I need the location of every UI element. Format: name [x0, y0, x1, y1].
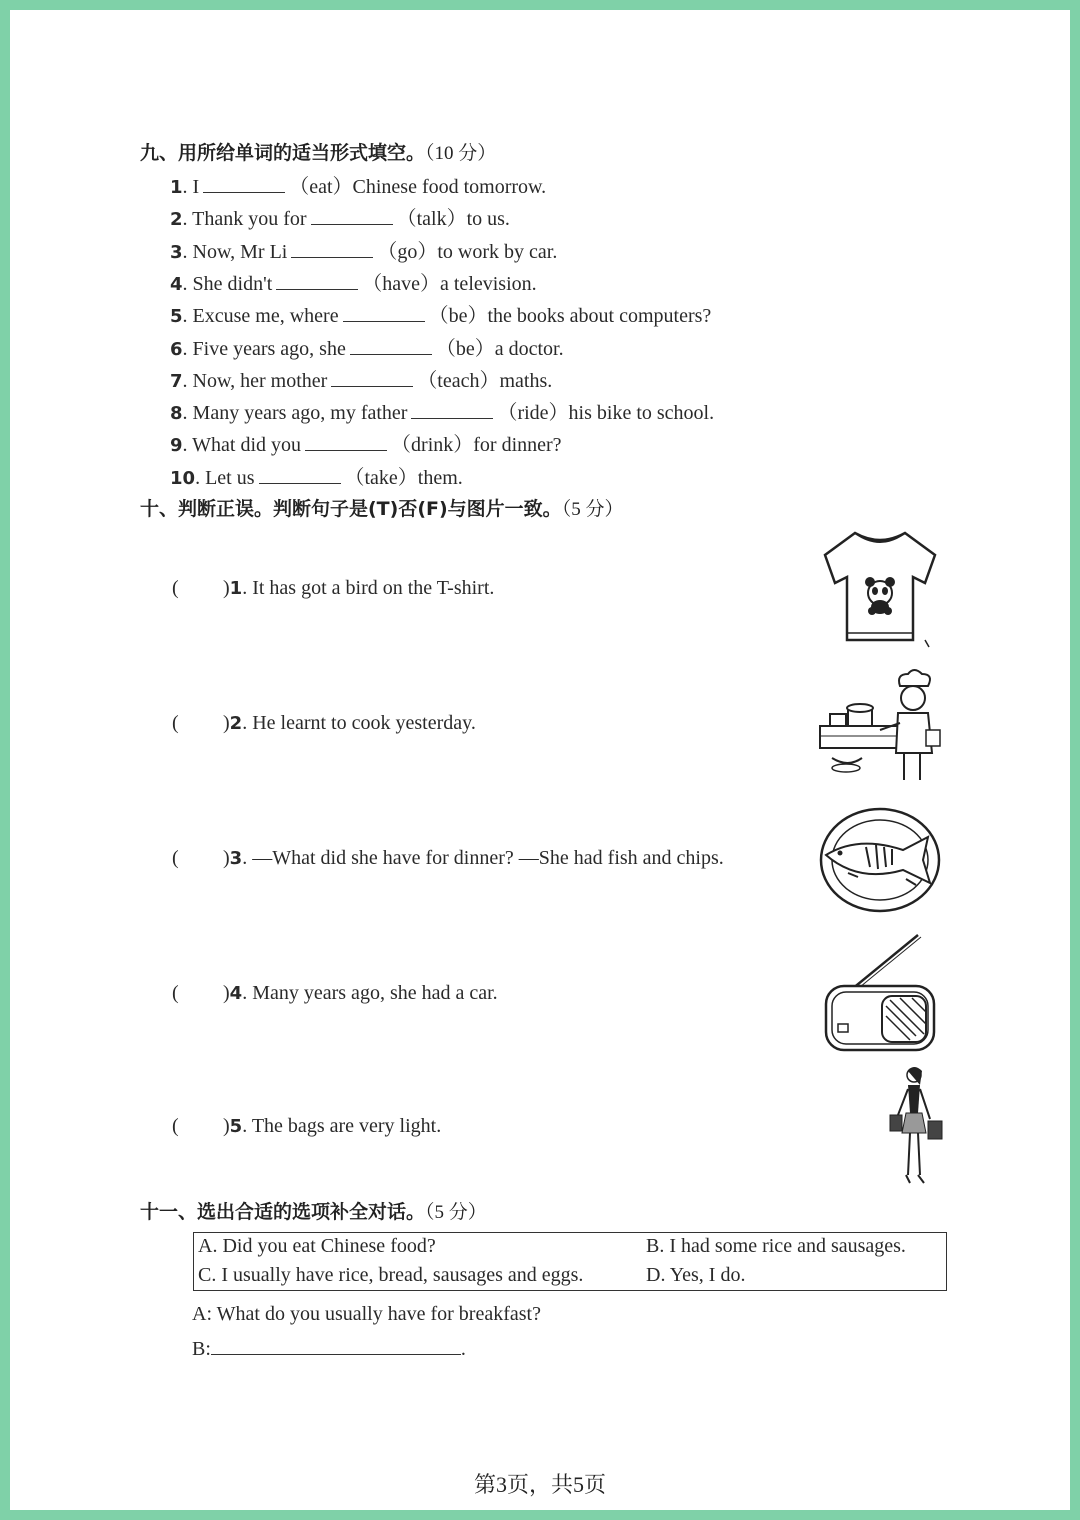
answer-end: . — [460, 1338, 466, 1360]
s9-question-text-before: . Let us — [195, 466, 255, 489]
s9-answer-blank[interactable] — [203, 174, 285, 193]
s9-question-text-before: . Five years ago, she — [182, 337, 346, 360]
s9-question-2 — [170, 202, 510, 231]
dialog-answer-line — [192, 1336, 466, 1361]
s9-answer-blank[interactable] — [331, 368, 413, 387]
s10-question-number: 3 — [229, 848, 243, 869]
s9-question-number: 4 — [170, 273, 183, 295]
s10-paren-close: ) — [223, 1115, 230, 1137]
answer-blank[interactable] — [211, 1336, 461, 1355]
s10-paren-close: ) — [223, 577, 230, 599]
s9-question-text-before: . What did you — [182, 434, 302, 457]
radio-image — [818, 932, 943, 1057]
s9-question-1 — [170, 170, 546, 199]
option-a: A. Did you eat Chinese food? — [198, 1235, 436, 1257]
s9-answer-blank[interactable] — [343, 303, 425, 322]
option-c: C. I usually have rice, bread, sausages and eggs. — [198, 1264, 584, 1286]
s9-answer-blank[interactable] — [259, 465, 341, 484]
s9-answer-blank[interactable] — [291, 239, 373, 258]
s10-question-text: . —What did she have for dinner? —She had fish and chips. — [242, 847, 724, 869]
s10-question-1 — [223, 577, 494, 600]
s9-question-3 — [170, 235, 557, 264]
s10-answer-paren[interactable]: ( — [172, 712, 179, 734]
s10-question-4 — [223, 982, 498, 1005]
s10-question-3 — [223, 847, 724, 870]
s9-question-text-after: （talk）to us. — [396, 208, 510, 231]
s9-question-number: 9 — [170, 435, 183, 457]
options-box — [193, 1232, 947, 1291]
s10-paren-close: ) — [223, 847, 230, 869]
s10-question-number: 1 — [229, 578, 243, 599]
s10-question-text: . He learnt to cook yesterday. — [242, 712, 476, 734]
s9-question-7 — [170, 364, 552, 393]
s9-question-text-before: . Thank you for — [182, 208, 307, 231]
s9-question-text-before: . Many years ago, my father — [182, 402, 408, 425]
section10-title — [140, 494, 623, 521]
s9-answer-blank[interactable] — [411, 400, 493, 419]
s9-answer-blank[interactable] — [350, 336, 432, 355]
dialog-question: A: What do you usually have for breakfast? — [192, 1303, 541, 1325]
section10-title-text: 十、判断正误。判断句子是(T)否(F)与图片一致。 — [140, 498, 562, 520]
s9-question-text-before: . Now, her mother — [182, 369, 328, 392]
section9-score: （10 分） — [425, 143, 497, 164]
option-d: D. Yes, I do. — [646, 1264, 746, 1286]
section9-title-text: 九、用所给单词的适当形式填空。 — [140, 142, 426, 164]
s10-question-text: . Many years ago, she had a car. — [242, 982, 498, 1004]
s9-answer-blank[interactable] — [305, 432, 387, 451]
s10-answer-paren[interactable]: ( — [172, 577, 179, 599]
s9-question-text-after: （be）a doctor. — [435, 337, 564, 360]
section11-score: （5 分） — [425, 1202, 487, 1223]
s10-question-number: 4 — [229, 983, 243, 1004]
section11-title — [140, 1197, 487, 1224]
s9-question-text-after: （eat）Chinese food tomorrow. — [289, 176, 547, 198]
s9-question-number: 10 — [170, 467, 196, 489]
s10-paren-close: ) — [223, 982, 230, 1004]
section10-score: （5 分） — [561, 499, 624, 520]
s10-question-text: . The bags are very light. — [242, 1115, 442, 1137]
s9-question-number: 3 — [170, 241, 183, 263]
woman-shopping-bags-image — [878, 1065, 948, 1190]
s9-question-text-after: （drink）for dinner? — [391, 434, 562, 457]
s9-question-text-after: （take）them. — [344, 466, 463, 489]
s10-question-number: 5 — [229, 1116, 243, 1137]
s9-question-text-after: （ride）his bike to school. — [497, 402, 715, 425]
s10-paren-close: ) — [223, 712, 230, 734]
s10-question-number: 2 — [229, 713, 243, 734]
s10-answer-paren[interactable]: ( — [172, 982, 179, 1004]
s10-answer-paren[interactable]: ( — [172, 1115, 179, 1137]
s9-question-4 — [170, 267, 537, 296]
s10-answer-paren[interactable]: ( — [172, 847, 179, 869]
option-b: B. I had some rice and sausages. — [646, 1235, 906, 1257]
s9-question-text-before: . She didn't — [182, 272, 273, 295]
answer-label: B: — [192, 1338, 211, 1360]
s9-question-number: 5 — [170, 306, 183, 328]
s9-question-9 — [170, 428, 562, 457]
s9-question-10 — [170, 461, 463, 490]
s10-question-5 — [223, 1115, 441, 1138]
s9-question-5 — [170, 299, 711, 328]
s9-question-8 — [170, 396, 714, 425]
s9-answer-blank[interactable] — [276, 271, 358, 290]
section9-title — [140, 138, 496, 165]
s10-question-text: . It has got a bird on the T-shirt. — [242, 577, 495, 599]
s10-question-2 — [223, 712, 476, 735]
s9-question-text-after: （go）to work by car. — [377, 240, 558, 263]
boy-cooking-image — [818, 668, 943, 783]
s9-question-text-before: . Now, Mr Li — [182, 240, 288, 263]
worksheet-page — [10, 10, 1070, 1510]
section11-title-text: 十一、选出合适的选项补全对话。 — [140, 1201, 426, 1223]
s9-question-6 — [170, 332, 564, 361]
tshirt-panda-image — [815, 525, 945, 650]
fish-plate-image — [818, 805, 943, 915]
s9-question-number: 6 — [170, 338, 183, 360]
s9-question-text-before: . Excuse me, where — [182, 305, 339, 328]
s9-question-text-after: （have）a television. — [362, 272, 537, 295]
s9-question-number: 1 — [170, 177, 183, 198]
s9-answer-blank[interactable] — [311, 206, 393, 225]
page-footer: 第3页，共5页 — [473, 1472, 606, 1497]
s9-question-text-before: . I — [182, 176, 200, 198]
s9-question-number: 2 — [170, 209, 183, 231]
s9-question-text-after: （teach）maths. — [417, 369, 553, 392]
s9-question-text-after: （be）the books about computers? — [428, 305, 712, 328]
s9-question-number: 8 — [170, 403, 183, 425]
s9-question-number: 7 — [170, 370, 183, 392]
